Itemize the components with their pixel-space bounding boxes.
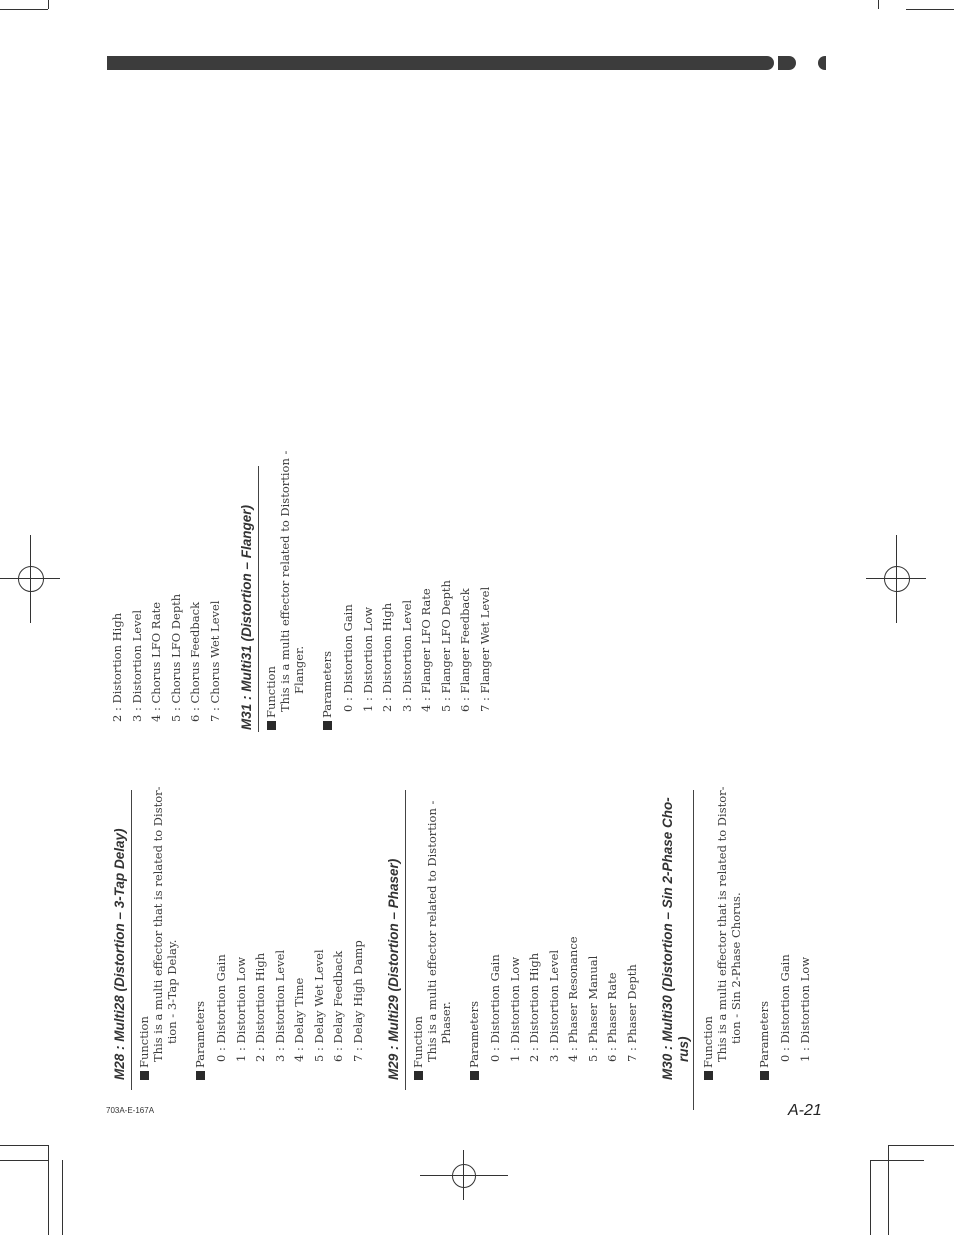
function-text: This is a multi effector related to Distortion -	[425, 800, 439, 1062]
crop-mark	[48, 0, 49, 9]
section-heading: M29 : Multi29 (Distortion – Phaser)	[386, 858, 401, 1080]
param-item: 5 : Chorus LFO Depth	[168, 593, 183, 722]
bullet-icon	[414, 1071, 423, 1080]
parameters-label-row	[467, 801, 481, 1080]
registration-mark-left	[30, 535, 31, 623]
parameters-label-row	[757, 786, 771, 1080]
param-item: 7 : Phaser Depth	[624, 964, 639, 1062]
section-heading: M30 : Multi30 (Distortion – Sin 2-Phase Cho-	[660, 797, 675, 1080]
function-label-row	[411, 801, 425, 1080]
registration-mark-bottom	[420, 1175, 508, 1176]
section-m30	[660, 786, 815, 1080]
param-item: 3 : Distortion Level	[546, 949, 561, 1062]
param-item: 2 : Distortion High	[527, 952, 541, 1062]
param-item: 5 : Delay Wet Level	[311, 949, 326, 1062]
crop-mark	[48, 1145, 49, 1235]
document-code: 703A-E-167A	[106, 1106, 155, 1115]
registration-mark-bottom	[452, 1164, 476, 1188]
parameters-label: Parameters	[757, 1001, 771, 1068]
function-text: tion - 3-Tap Delay.	[165, 939, 179, 1044]
param-item: 0 : Distortion Gain	[214, 954, 228, 1062]
function-text: tion - Sin 2-Phase Chorus.	[729, 892, 743, 1044]
crop-mark	[0, 9, 48, 10]
function-text: Phaser.	[439, 1001, 453, 1044]
parameters-label: Parameters	[467, 1001, 481, 1068]
section-m29	[386, 801, 642, 1080]
registration-mark-right	[896, 535, 897, 623]
crop-mark	[878, 0, 879, 9]
param-item: 0 : Distortion Gain	[488, 954, 502, 1062]
section-m28	[112, 786, 368, 1080]
bullet-icon	[196, 1071, 205, 1080]
param-item: 4 : Chorus LFO Rate	[149, 602, 163, 722]
bullet-icon	[470, 1071, 479, 1080]
section-heading: M28 : Multi28 (Distortion – 3-Tap Delay)	[112, 828, 127, 1080]
param-item: 1 : Distortion Low	[797, 956, 812, 1062]
crop-mark	[62, 1160, 63, 1235]
param-item: 0 : Distortion Gain	[341, 604, 355, 712]
bullet-icon	[323, 721, 332, 730]
param-item: 4 : Phaser Resonance	[566, 936, 580, 1062]
header-bar	[107, 56, 752, 70]
param-item: 4 : Delay Time	[292, 977, 306, 1062]
param-item: 1 : Distortion Low	[233, 956, 248, 1062]
crop-mark	[0, 1145, 48, 1146]
param-item: 2 : Distortion High	[380, 602, 394, 712]
crop-mark	[0, 1160, 48, 1161]
bullet-icon	[760, 1071, 769, 1080]
parameters-label-row	[193, 786, 207, 1080]
section-m30-continued	[108, 594, 225, 740]
section-m31	[239, 451, 495, 730]
param-item: 3 : Distortion Level	[272, 949, 287, 1062]
param-item: 6 : Delay Feedback	[331, 950, 345, 1062]
bullet-icon	[704, 1071, 713, 1080]
param-item: 3 : Distortion Level	[399, 599, 414, 712]
crop-mark	[870, 1160, 924, 1161]
parameters-label: Parameters	[320, 651, 334, 718]
crop-mark	[888, 1145, 954, 1146]
crop-mark	[870, 1160, 871, 1235]
param-item: 1 : Distortion Low	[360, 606, 375, 712]
param-item: 4 : Flanger LFO Rate	[419, 588, 433, 712]
crop-mark	[888, 1145, 889, 1235]
function-text: This is a multi effector related to Distortion -	[278, 450, 292, 712]
param-item: 7 : Delay High Damp	[350, 940, 365, 1062]
function-text: Flanger.	[292, 646, 306, 694]
parameters-label-row	[320, 451, 334, 730]
param-item: 1 : Distortion Low	[507, 956, 522, 1062]
param-item: 3 : Distortion Level	[129, 609, 144, 722]
function-label: Function	[137, 1016, 151, 1068]
param-item: 5 : Phaser Manual	[585, 955, 600, 1062]
registration-mark-left	[18, 566, 44, 592]
header-bar-cap	[818, 56, 826, 70]
function-label: Function	[264, 666, 278, 718]
registration-mark-bottom	[463, 1150, 464, 1200]
param-item: 2 : Distortion High	[110, 612, 124, 722]
bullet-icon	[140, 1071, 149, 1080]
function-label-row	[264, 451, 278, 730]
function-label-row	[701, 786, 715, 1080]
crop-mark	[906, 9, 954, 10]
param-item: 7 : Flanger Wet Level	[477, 586, 492, 712]
section-heading: M31 : Multi31 (Distortion – Flanger)	[239, 504, 254, 730]
header-bar-cap	[752, 56, 774, 70]
param-item: 6 : Flanger Feedback	[458, 588, 472, 712]
param-item: 6 : Phaser Rate	[605, 972, 619, 1062]
param-item: 2 : Distortion High	[253, 952, 267, 1062]
page-number: A-21	[788, 1102, 822, 1119]
section-heading-cont: rus)	[676, 1036, 691, 1062]
param-item: 6 : Chorus Feedback	[188, 601, 202, 722]
function-label: Function	[701, 1016, 715, 1068]
function-text: This is a multi effector that is related to Distor-	[151, 786, 165, 1062]
param-item: 7 : Chorus Wet Level	[207, 600, 222, 722]
function-text: This is a multi effector that is related to Distor-	[715, 786, 729, 1062]
function-label-row	[137, 786, 151, 1080]
function-label: Function	[411, 1016, 425, 1068]
registration-mark-right	[884, 566, 910, 592]
parameters-label: Parameters	[193, 1001, 207, 1068]
param-item: 5 : Flanger LFO Depth	[438, 580, 453, 712]
param-item: 0 : Distortion Gain	[778, 954, 792, 1062]
bullet-icon	[267, 721, 276, 730]
header-bar-cap	[778, 56, 796, 70]
